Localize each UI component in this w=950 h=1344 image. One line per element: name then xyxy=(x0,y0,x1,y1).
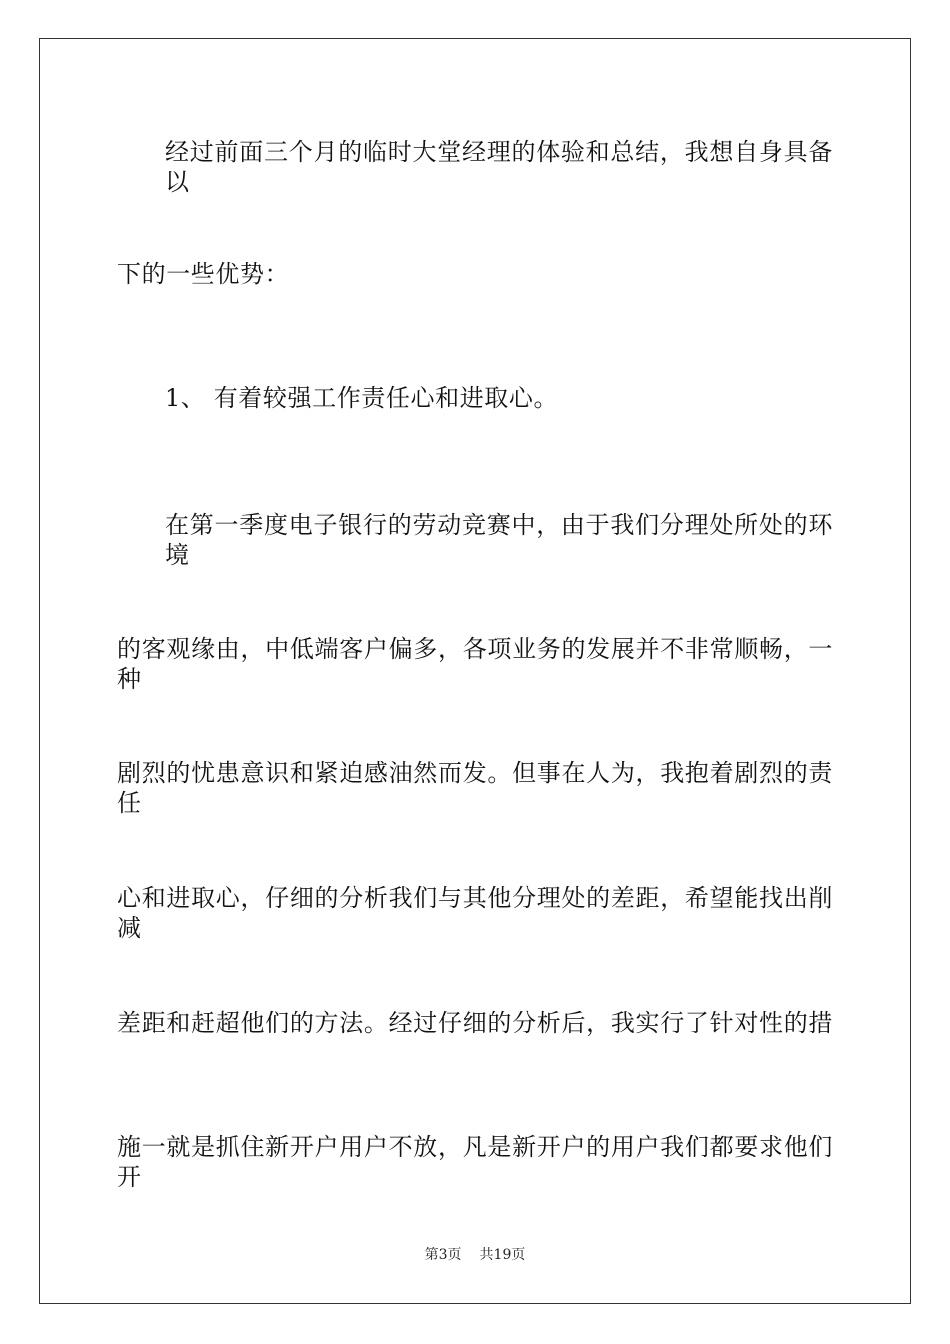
list-item-heading: 1、 有着较强工作责任心和进取心。 xyxy=(165,384,559,412)
paragraph-line-8: 施一就是抓住新开户用户不放，凡是新开户的用户我们都要求他们开 xyxy=(117,1133,833,1191)
paragraph-line-3: 在第一季度电子银行的劳动竞赛中，由于我们分理处所处的环境 xyxy=(165,511,833,569)
page-total: 共19页 xyxy=(479,1247,526,1263)
page-number: 第3页 xyxy=(424,1247,462,1263)
paragraph-line-4: 的客观缘由，中低端客户偏多，各项业务的发展并不非常顺畅，一种 xyxy=(117,635,833,693)
page-footer xyxy=(0,1246,950,1264)
paragraph-line-7: 差距和赶超他们的方法。经过仔细的分析后，我实行了针对性的措 xyxy=(117,1009,833,1037)
paragraph-line-5: 剧烈的忧患意识和紧迫感油然而发。但事在人为，我抱着剧烈的责任 xyxy=(117,759,833,817)
paragraph-line-6: 心和进取心，仔细的分析我们与其他分理处的差距，希望能找出削减 xyxy=(117,884,833,942)
paragraph-line-1: 经过前面三个月的临时大堂经理的体验和总结，我想自身具备以 xyxy=(165,138,833,196)
paragraph-line-2: 下的一些优势： xyxy=(117,260,290,288)
